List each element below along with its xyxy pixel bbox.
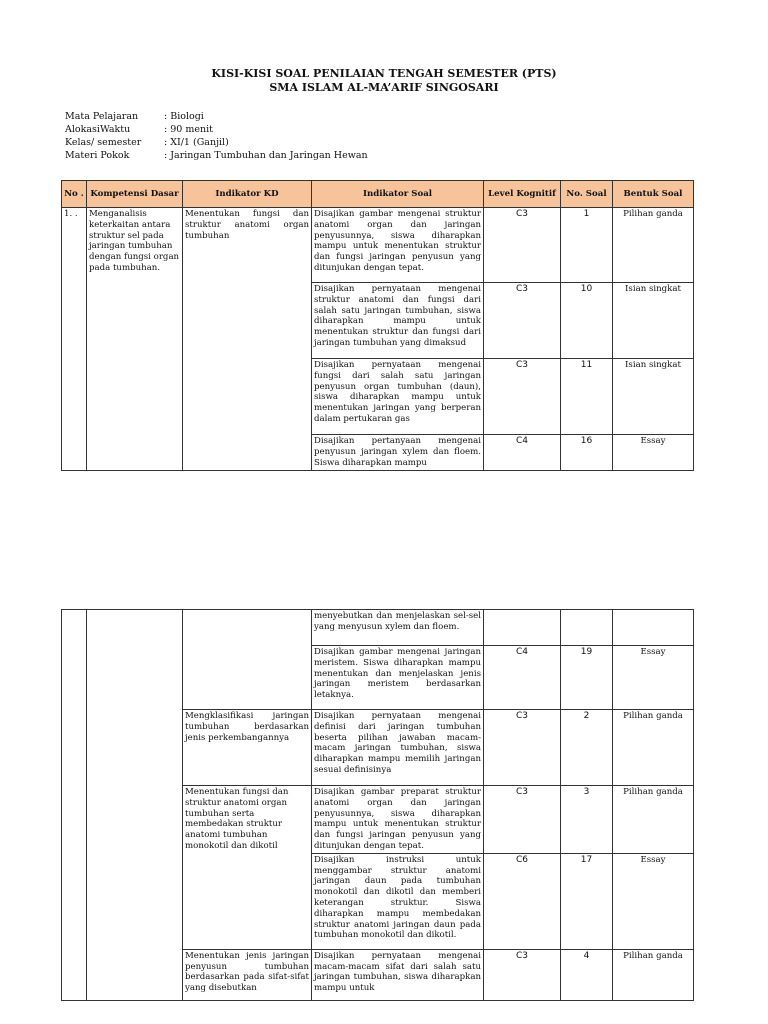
meta-row-class (65, 136, 368, 149)
no-soal-cell (561, 610, 613, 646)
indikator-soal-cell: Disajikan pernyataan mengenai definisi dari jaringan tumbuhan beserta pilihan jawaban macam-macam jaringan tumbuhan, siswa diharapkan mampu memilih jaringan sesuai definisinya (312, 710, 484, 786)
col-header-no-soal: No. Soal (561, 181, 613, 208)
indikator-soal-cell: Disajikan gambar mengenai jaringan meristem. Siswa diharapkan mampu menentukan dan menjelaskan jenis jaringan meristem berdasarkan letaknya. (312, 646, 484, 710)
no-soal-cell: 19 (561, 646, 613, 710)
meta-label: Kelas/ semester (65, 137, 142, 148)
indikator-soal-cell: Disajikan pernyataan mengenai macam-macam sifat dari salah satu jaringan tumbuhan, siswa diharapkan mampu untuk (312, 949, 484, 1000)
kisi-kisi-table (61, 180, 694, 471)
no-soal-cell: 4 (561, 949, 613, 1000)
indikator-soal-cell: Disajikan pernyataan mengenai fungsi dari salah satu jaringan penyusun organ tumbuhan (daun), siswa diharapkan mampu untuk menentukan jaringan yang berperan dalam pertukaran gas (312, 359, 484, 435)
bentuk-cell: Pilihan ganda (613, 710, 694, 786)
bentuk-cell: Isian singkat (613, 283, 694, 359)
row-number: 1. . (62, 208, 87, 471)
col-header-bentuk: Bentuk Soal (613, 181, 694, 208)
col-header-no: No . (62, 181, 87, 208)
indikator-soal-cell: Disajikan pernyataan mengenai struktur anatomi dan fungsi dari salah satu jaringan tumbuhan, siswa diharapkan mampu untuk menentukan struktur dan fungsi dari jaringan tumbuhan yang dimaksud (312, 283, 484, 359)
bentuk-cell: Pilihan ganda (613, 208, 694, 283)
indikator-kd-cell (183, 610, 312, 710)
kisi-kisi-table-continued (61, 609, 694, 1001)
meta-value: : 90 menit (164, 124, 213, 135)
col-header-kompetensi: Kompetensi Dasar (87, 181, 183, 208)
level-cell: C3 (484, 208, 561, 283)
meta-label: AlokasiWaktu (65, 124, 131, 135)
indikator-kd-cell: Mengklasifikasi jaringan tumbuhan berdasarkan jenis perkembangannya (183, 710, 312, 786)
bentuk-cell (613, 610, 694, 646)
level-cell: C6 (484, 853, 561, 949)
row-number (62, 610, 87, 1001)
level-cell: C3 (484, 283, 561, 359)
level-cell: C4 (484, 435, 561, 471)
indikator-soal-cell: Disajikan instruksi untuk menggambar struktur anatomi jaringan daun pada tumbuhan monokotil dan dikotil dan memberi keterangan struktur. Siswa diharapkan mampu membedakan struktur anatomi jaringan daun pada tumbuhan monokotil dan dikotil. (312, 853, 484, 949)
indikator-soal-cell: Disajikan gambar mengenai struktur anatomi organ dan jaringan penyusunnya, siswa diharapkan mampu untuk menentukan struktur dan fungsi jaringan penyusun yang ditunjukan dengan tepat. (312, 208, 484, 283)
no-soal-cell: 17 (561, 853, 613, 949)
meta-row-time (65, 123, 368, 136)
bentuk-cell: Isian singkat (613, 359, 694, 435)
document-title: KISI-KISI SOAL PENILAIAN TENGAH SEMESTER (PTS) (211, 67, 557, 80)
indikator-kd-cell: Menentukan jenis jaringan penyusun tumbuhan berdasarkan pada sifat-sifat yang disebutkan (183, 949, 312, 1000)
col-header-level: Level Kognitif (484, 181, 561, 208)
kompetensi-cell: Menganalisis keterkaitan antara struktur sel pada jaringan tumbuhan dengan fungsi organ pada tumbuhan. (87, 208, 183, 471)
meta-row-topic (65, 149, 368, 162)
col-header-indikator-kd: Indikator KD (183, 181, 312, 208)
meta-value: : Jaringan Tumbuhan dan Jaringan Hewan (164, 150, 368, 161)
level-cell: C3 (484, 359, 561, 435)
indikator-kd-cell: Menentukan fungsi dan struktur anatomi organ tumbuhan (183, 208, 312, 471)
no-soal-cell: 10 (561, 283, 613, 359)
no-soal-cell: 2 (561, 710, 613, 786)
meta-info (65, 110, 368, 162)
level-cell: C4 (484, 646, 561, 710)
meta-label: Mata Pelajaran (65, 111, 139, 122)
indikator-kd-cell: Menentukan fungsi dan struktur anatomi organ tumbuhan serta membedakan struktur anatomi tumbuhan monokotil dan dikotil (183, 786, 312, 950)
bentuk-cell: Essay (613, 646, 694, 710)
bentuk-cell: Pilihan ganda (613, 949, 694, 1000)
no-soal-cell: 1 (561, 208, 613, 283)
meta-value: : Biologi (164, 111, 204, 122)
level-cell: C3 (484, 710, 561, 786)
level-cell: C3 (484, 786, 561, 854)
indikator-soal-cell: menyebutkan dan menjelaskan sel-sel yang menyusun xylem dan floem. (312, 610, 484, 646)
bentuk-cell: Pilihan ganda (613, 786, 694, 854)
no-soal-cell: 16 (561, 435, 613, 471)
kompetensi-cell (87, 610, 183, 1001)
table-header-row (62, 181, 694, 208)
meta-value: : XI/1 (Ganjil) (164, 137, 229, 148)
indikator-soal-cell: Disajikan pertanyaan mengenai penyusun jaringan xylem dan floem. Siswa diharapkan mampu (312, 435, 484, 471)
level-cell (484, 610, 561, 646)
no-soal-cell: 11 (561, 359, 613, 435)
indikator-soal-cell: Disajikan gambar preparat struktur anatomi organ dan jaringan penyusunnya, siswa diharapkan mampu untuk menentukan struktur dan fungsi jaringan penyusun yang ditunjukan dengan tepat. (312, 786, 484, 854)
col-header-indikator-soal: Indikator Soal (312, 181, 484, 208)
meta-row-subject (65, 110, 368, 123)
table-row (62, 208, 694, 283)
school-name: SMA ISLAM AL-MA’ARIF SINGOSARI (269, 81, 499, 94)
bentuk-cell: Essay (613, 435, 694, 471)
meta-label: Materi Pokok (65, 150, 130, 161)
bentuk-cell: Essay (613, 853, 694, 949)
level-cell: C3 (484, 949, 561, 1000)
no-soal-cell: 3 (561, 786, 613, 854)
table-row (62, 610, 694, 646)
